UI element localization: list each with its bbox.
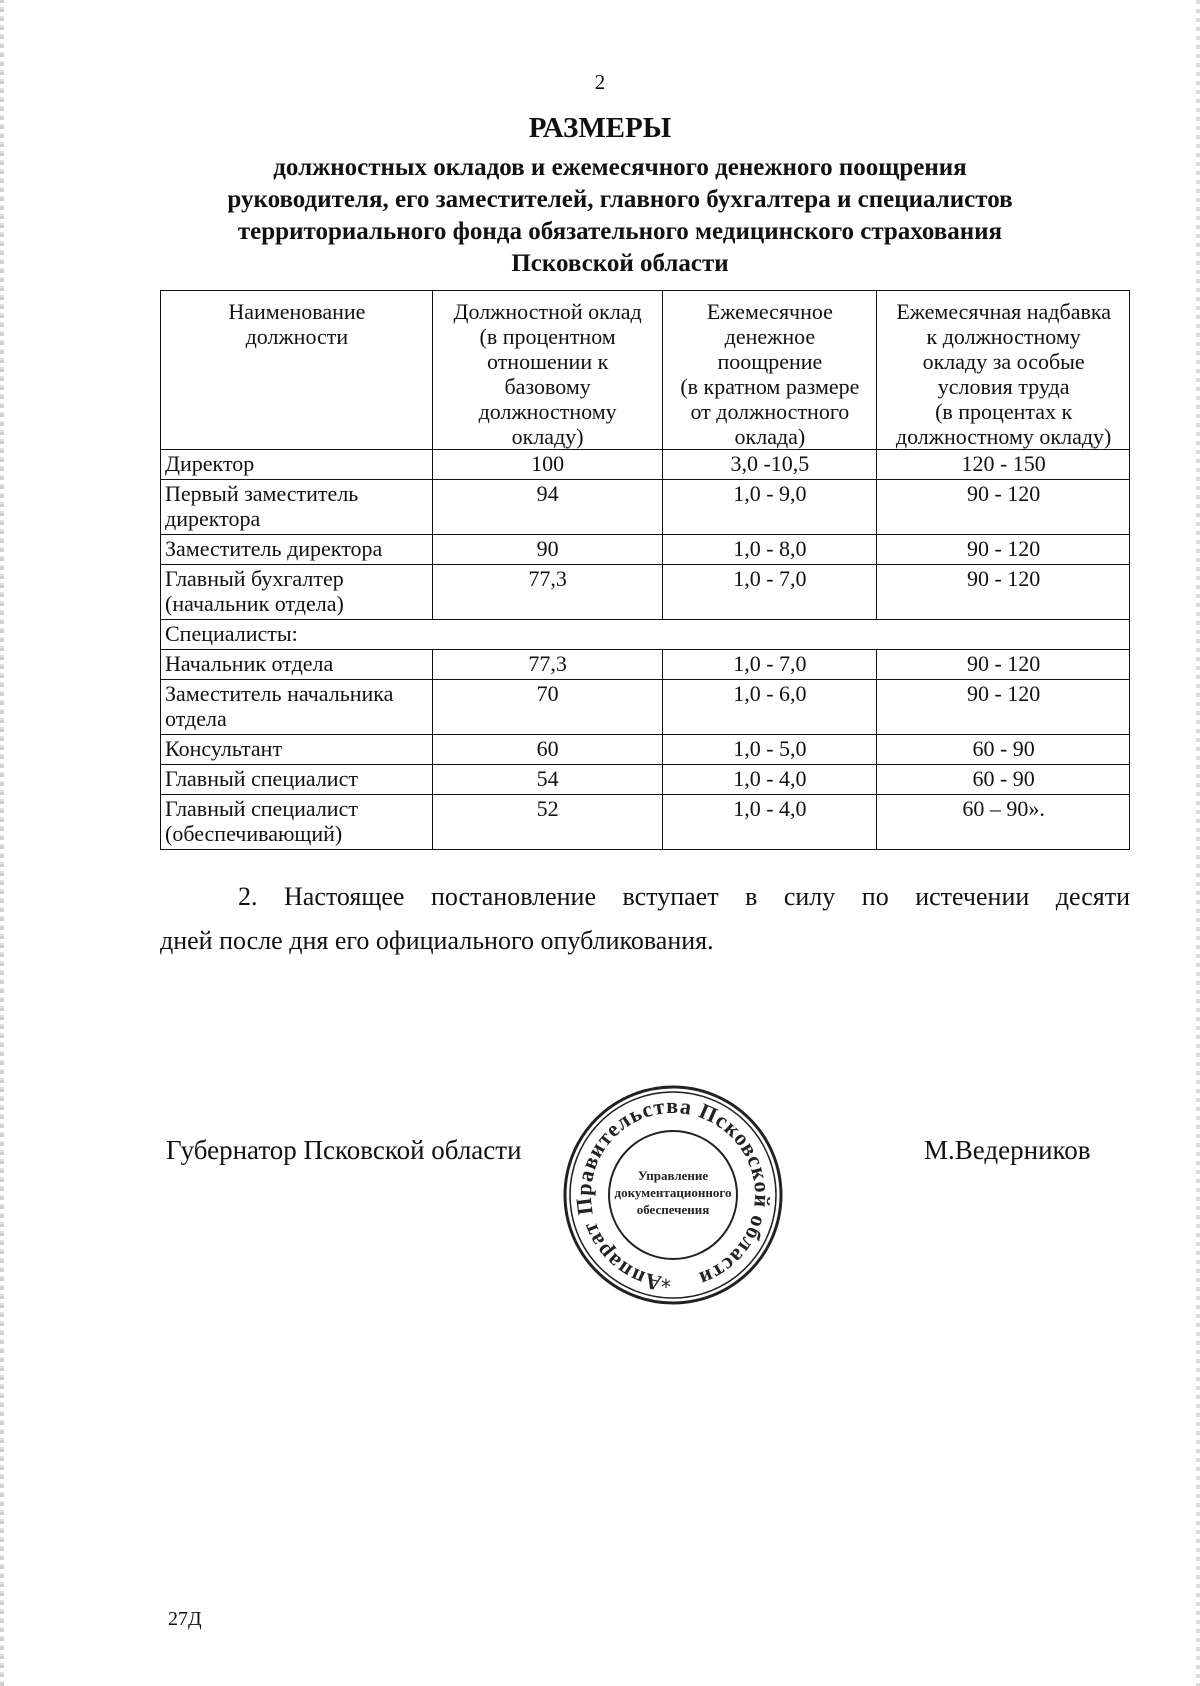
cell-position: Консультант — [161, 735, 433, 765]
subtitle-line: должностных окладов и ежемесячного денежного поощрения — [273, 154, 967, 181]
cell-position: Главный специалист (обеспечивающий) — [161, 795, 433, 850]
cell-position: Первый заместитель директора — [161, 480, 433, 535]
footer-code: 27Д — [168, 1608, 202, 1630]
subtitle-line: территориального фонда обязательного медицинского страхования — [237, 218, 1003, 245]
stamp-center-line: обеспечения — [636, 1202, 710, 1217]
header-position: Наименование должности — [161, 291, 433, 450]
cell-salary: 94 — [432, 480, 662, 535]
stamp-center-line: Управление — [637, 1168, 709, 1183]
header-allowance: Ежемесячная надбавка к должностному окладу за особые условия труда (в процентах к должностному окладу) — [877, 291, 1130, 450]
cell-allowance: 90 - 120 — [877, 680, 1130, 735]
table-row — [161, 795, 1130, 850]
cell-bonus: 1,0 - 7,0 — [662, 565, 877, 620]
scan-edge-left — [0, 0, 4, 1686]
stamp-star: * — [661, 1275, 671, 1299]
cell-allowance: 90 - 120 — [877, 480, 1130, 535]
cell-bonus: 1,0 - 5,0 — [662, 735, 877, 765]
page-number: 2 — [594, 70, 606, 94]
cell-position: Главный бухгалтер (начальник отдела) — [161, 565, 433, 620]
cell-allowance: 120 - 150 — [877, 450, 1130, 480]
table-row — [161, 765, 1130, 795]
cell-bonus: 1,0 - 9,0 — [662, 480, 877, 535]
section-row — [161, 620, 1130, 650]
effective-date-paragraph: 2. Настоящее постановление вступает в силу по истечении десяти — [238, 882, 1130, 911]
scan-edge-right — [1196, 0, 1200, 1686]
cell-position: Заместитель директора — [161, 535, 433, 565]
cell-position: Директор — [161, 450, 433, 480]
salary-table — [160, 290, 1130, 850]
cell-allowance: 60 - 90 — [877, 735, 1130, 765]
effective-date-paragraph-end: дней после дня его официального опубликования. — [160, 926, 714, 955]
subtitle-line: Псковской области — [511, 250, 729, 277]
cell-salary: 70 — [432, 680, 662, 735]
table-row — [161, 480, 1130, 535]
document-subtitle — [160, 152, 1080, 280]
table-row — [161, 680, 1130, 735]
header-bonus: Ежемесячное денежное поощрение (в кратном размере от должностного оклада) — [662, 291, 877, 450]
subtitle-line: руководителя, его заместителей, главного бухгалтера и специалистов — [227, 186, 1013, 213]
header-salary: Должностной оклад (в процентном отношении к базовому должностному окладу) — [432, 291, 662, 450]
table-row — [161, 735, 1130, 765]
signatory-title: Губернатор Псковской области — [166, 1135, 522, 1165]
cell-allowance: 60 – 90». — [877, 795, 1130, 850]
cell-position: Начальник отдела — [161, 650, 433, 680]
cell-bonus: 1,0 - 4,0 — [662, 795, 877, 850]
table-row — [161, 565, 1130, 620]
cell-bonus: 1,0 - 4,0 — [662, 765, 877, 795]
cell-bonus: 3,0 -10,5 — [662, 450, 877, 480]
cell-bonus: 1,0 - 6,0 — [662, 680, 877, 735]
signatory-name: М.Ведерников — [924, 1135, 1091, 1165]
cell-position: Заместитель начальника отдела — [161, 680, 433, 735]
table-row — [161, 650, 1130, 680]
cell-position: Главный специалист — [161, 765, 433, 795]
cell-salary: 77,3 — [432, 565, 662, 620]
cell-salary: 60 — [432, 735, 662, 765]
cell-salary: 77,3 — [432, 650, 662, 680]
cell-salary: 54 — [432, 765, 662, 795]
cell-allowance: 90 - 120 — [877, 565, 1130, 620]
cell-allowance: 90 - 120 — [877, 650, 1130, 680]
cell-salary: 52 — [432, 795, 662, 850]
section-label: Специалисты: — [161, 620, 1130, 650]
cell-allowance: 60 - 90 — [877, 765, 1130, 795]
stamp-center-line: документационного — [614, 1185, 732, 1200]
official-seal-stamp — [558, 1080, 788, 1310]
cell-bonus: 1,0 - 8,0 — [662, 535, 877, 565]
table-row — [161, 450, 1130, 480]
table-header-row — [161, 291, 1130, 450]
cell-allowance: 90 - 120 — [877, 535, 1130, 565]
cell-bonus: 1,0 - 7,0 — [662, 650, 877, 680]
cell-salary: 90 — [432, 535, 662, 565]
table-row — [161, 535, 1130, 565]
stamp-ring-text: Аппарат Правительства Псковской области — [570, 1092, 776, 1297]
document-title: РАЗМЕРЫ — [528, 112, 672, 144]
cell-salary: 100 — [432, 450, 662, 480]
